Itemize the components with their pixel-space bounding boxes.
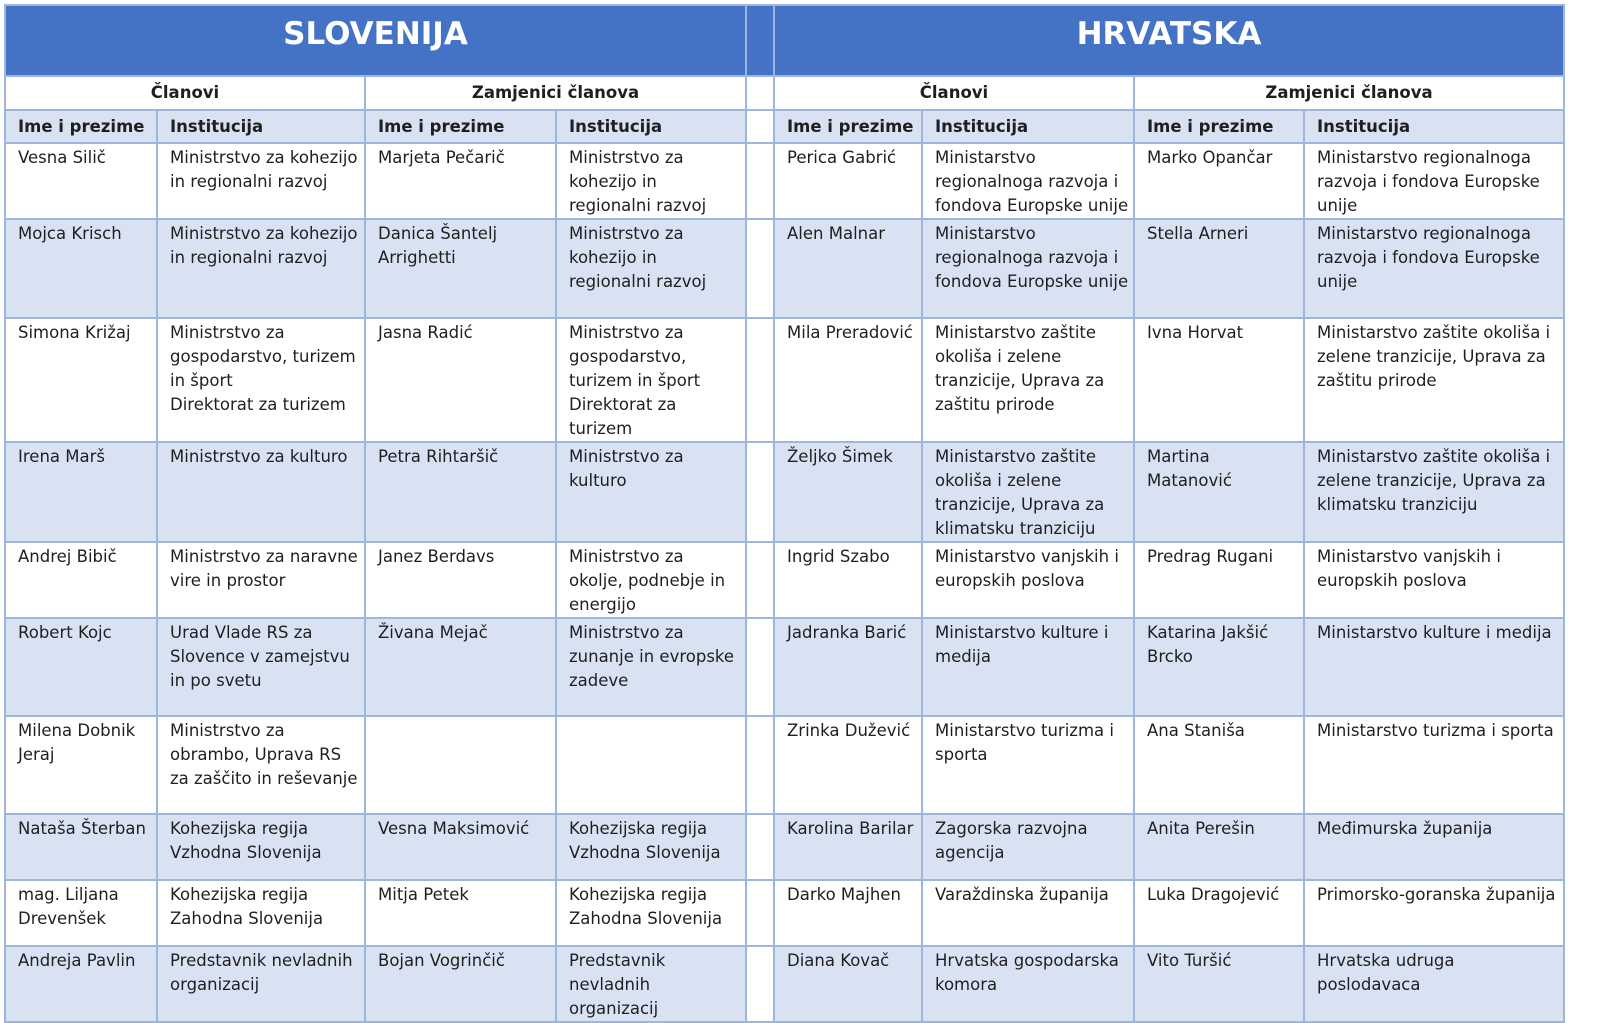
hr-deputy-name-cell <box>1134 542 1304 618</box>
table-row <box>5 814 1564 880</box>
si-deputy-institution: Ministrstvo za okolje, podnebje in energijo <box>569 547 726 614</box>
hr-deputy-name-cell <box>1134 219 1304 318</box>
hr-deputy-institution-cell <box>1304 880 1564 946</box>
si-member-institution-cell <box>157 542 365 618</box>
separator-column <box>746 143 774 219</box>
hr-member-name-cell <box>774 219 922 318</box>
hr-deputy-name: Katarina Jakšić Brcko <box>1147 623 1269 666</box>
si-member-name-cell <box>5 542 157 618</box>
table-row <box>5 716 1564 814</box>
hr-deputy-name: Ivna Horvat <box>1147 323 1244 342</box>
hr-member-institution-cell <box>922 318 1134 442</box>
si-deputy-institution-cell <box>556 618 746 716</box>
si-deputy-name: Petra Rihtaršič <box>378 447 499 466</box>
country-title-row <box>5 5 1564 76</box>
hr-deputy-institution: Primorsko-goranska županija <box>1317 885 1556 904</box>
si-member-institution: Urad Vlade RS za Slovence v zamejstvu in po svetu <box>170 623 350 690</box>
si-deputy-institution: Kohezijska regija Vzhodna Slovenija <box>569 819 721 862</box>
hr-member-institution-cell <box>922 618 1134 716</box>
hr-deputy-name: Anita Perešin <box>1147 819 1255 838</box>
separator-column <box>746 76 774 110</box>
si-deputy-institution: Kohezijska regija Zahodna Slovenija <box>569 885 723 928</box>
hr-member-institution-cell <box>922 442 1134 542</box>
hr-deputy-institution-cell <box>1304 716 1564 814</box>
si-member-institution-cell <box>157 318 365 442</box>
hr-deputy-institution-cell <box>1304 618 1564 716</box>
table-row <box>5 542 1564 618</box>
hr-deputy-institution: Ministarstvo zaštite okoliša i zelene tranzicije, Uprava za klimatsku tranziciju <box>1317 447 1551 514</box>
hr-member-institution: Ministarstvo regionalnoga razvoja i fondova Europske unije <box>935 224 1129 291</box>
si-member-institution-cell <box>157 143 365 219</box>
si-member-institution-cell <box>157 814 365 880</box>
si-deputy-name: Mitja Petek <box>378 885 469 904</box>
hr-deputy-name-cell <box>1134 880 1304 946</box>
hr-deputy-name: Luka Dragojević <box>1147 885 1280 904</box>
hr-member-institution: Ministarstvo kulture i medija <box>935 623 1109 666</box>
country-title-slovenija: SLOVENIJA <box>5 5 746 76</box>
column-header: Ime i prezime <box>365 110 556 143</box>
si-deputy-name-cell <box>365 946 556 1022</box>
hr-member-name-cell <box>774 442 922 542</box>
si-deputy-institution-cell <box>556 219 746 318</box>
si-member-institution-cell <box>157 880 365 946</box>
si-member-name: Irena Marš <box>18 447 105 466</box>
hr-member-name-cell <box>774 716 922 814</box>
hr-member-institution: Ministarstvo zaštite okoliša i zelene tranzicije, Uprava za klimatsku tranziciju <box>935 447 1105 538</box>
si-deputy-name: Živana Mejač <box>378 623 488 642</box>
si-deputy-name: Marjeta Pečarič <box>378 148 505 167</box>
si-deputy-name: Danica Šantelj Arrighetti <box>378 224 498 267</box>
hr-member-institution-cell <box>922 219 1134 318</box>
table-row <box>5 880 1564 946</box>
si-member-name: Mojca Krisch <box>18 224 122 243</box>
hr-member-institution-cell <box>922 814 1134 880</box>
hr-deputy-institution-cell <box>1304 442 1564 542</box>
group-header-clanovi-si: Članovi <box>5 76 365 110</box>
hr-member-name: Darko Majhen <box>787 885 901 904</box>
hr-member-institution: Zagorska razvojna agencija <box>935 819 1088 862</box>
hr-deputy-name-cell <box>1134 716 1304 814</box>
hr-member-name-cell <box>774 814 922 880</box>
si-member-institution-cell <box>157 946 365 1022</box>
si-deputy-name-cell <box>365 219 556 318</box>
hr-member-name-cell <box>774 880 922 946</box>
hr-member-institution-cell <box>922 946 1134 1022</box>
si-deputy-institution-cell <box>556 814 746 880</box>
hr-member-name: Ingrid Szabo <box>787 547 890 566</box>
si-deputy-institution: Ministrstvo za kohezijo in regionalni razvoj <box>569 224 707 291</box>
hr-member-institution: Ministarstvo zaštite okoliša i zelene tranzicije, Uprava za zaštitu prirode <box>935 323 1105 414</box>
hr-member-institution-cell <box>922 542 1134 618</box>
si-member-institution: Kohezijska regija Zahodna Slovenija <box>170 885 324 928</box>
si-member-name-cell <box>5 219 157 318</box>
si-deputy-name: Jasna Radić <box>378 323 473 342</box>
si-member-name-cell <box>5 946 157 1022</box>
hr-member-name: Mila Preradović <box>787 323 913 342</box>
si-deputy-name-cell <box>365 542 556 618</box>
hr-deputy-name-cell <box>1134 318 1304 442</box>
si-deputy-name-cell <box>365 442 556 542</box>
hr-deputy-name: Predrag Rugani <box>1147 547 1274 566</box>
si-member-name-cell <box>5 880 157 946</box>
si-member-name-cell <box>5 318 157 442</box>
si-deputy-institution: Ministrstvo za gospodarstvo, turizem in šport <box>569 323 701 390</box>
group-header-zamjenici-si: Zamjenici članova <box>365 76 746 110</box>
separator-column <box>746 110 774 143</box>
hr-member-institution-cell <box>922 143 1134 219</box>
hr-member-name-cell <box>774 542 922 618</box>
separator-column <box>746 219 774 318</box>
hr-member-name-cell <box>774 143 922 219</box>
hr-member-name: Alen Malnar <box>787 224 886 243</box>
si-deputy-institution: Predstavnik nevladnih organizacij <box>569 951 666 1018</box>
si-member-name: Milena Dobnik Jeraj <box>18 721 136 764</box>
table-row <box>5 143 1564 219</box>
hr-deputy-name-cell <box>1134 814 1304 880</box>
hr-member-institution: Ministarstvo vanjskih i europskih poslova <box>935 547 1119 590</box>
column-header: Institucija <box>157 110 365 143</box>
separator-column <box>746 5 774 76</box>
si-deputy-institution: Ministrstvo za zunanje in evropske zadeve <box>569 623 735 690</box>
hr-deputy-name-cell <box>1134 946 1304 1022</box>
si-deputy-institution-sub: Direktorat za turizem <box>569 395 677 438</box>
column-header: Institucija <box>922 110 1134 143</box>
si-member-name-cell <box>5 618 157 716</box>
hr-deputy-name-cell <box>1134 442 1304 542</box>
si-member-institution-cell <box>157 219 365 318</box>
si-member-institution-cell <box>157 618 365 716</box>
column-header-row <box>5 110 1564 143</box>
si-deputy-name: Bojan Vogrinčič <box>378 951 505 970</box>
si-member-name: mag. Liljana Drevenšek <box>18 885 119 928</box>
si-member-institution: Ministrstvo za kohezijo in regionalni razvoj <box>170 224 358 267</box>
si-member-institution: Predstavnik nevladnih organizacij <box>170 951 353 994</box>
si-member-institution-cell <box>157 442 365 542</box>
hr-member-institution: Hrvatska gospodarska komora <box>935 951 1119 994</box>
si-deputy-name-cell <box>365 143 556 219</box>
column-header: Ime i prezime <box>774 110 922 143</box>
si-deputy-name-cell <box>365 716 556 814</box>
hr-deputy-institution: Ministarstvo regionalnoga razvoja i fondova Europske unije <box>1317 148 1540 215</box>
column-header: Institucija <box>1304 110 1564 143</box>
si-member-name: Simona Križaj <box>18 323 131 342</box>
hr-member-name: Perica Gabrić <box>787 148 897 167</box>
si-member-name: Andreja Pavlin <box>18 951 136 970</box>
group-header-row <box>5 76 1564 110</box>
hr-deputy-institution-cell <box>1304 946 1564 1022</box>
group-header-clanovi-hr: Članovi <box>774 76 1134 110</box>
hr-member-name: Željko Šimek <box>787 447 893 466</box>
hr-deputy-institution-cell <box>1304 318 1564 442</box>
si-member-institution-sub: Direktorat za turizem <box>170 395 346 414</box>
si-member-institution: Ministrstvo za naravne vire in prostor <box>170 547 358 590</box>
hr-deputy-institution: Hrvatska udruga poslodavaca <box>1317 951 1455 994</box>
si-deputy-institution-cell <box>556 318 746 442</box>
hr-deputy-name-cell <box>1134 143 1304 219</box>
table-row <box>5 219 1564 318</box>
si-member-name: Andrej Bibič <box>18 547 117 566</box>
column-header: Institucija <box>556 110 746 143</box>
table-row <box>5 318 1564 442</box>
separator-column <box>746 442 774 542</box>
hr-deputy-name: Martina Matanović <box>1147 447 1232 490</box>
hr-deputy-institution: Međimurska županija <box>1317 819 1493 838</box>
column-header: Ime i prezime <box>5 110 157 143</box>
hr-deputy-name: Ana Staniša <box>1147 721 1245 740</box>
separator-column <box>746 618 774 716</box>
si-member-institution: Ministrstvo za kulturo <box>170 447 348 466</box>
hr-deputy-institution-cell <box>1304 143 1564 219</box>
separator-column <box>746 716 774 814</box>
hr-deputy-institution: Ministarstvo kulture i medija <box>1317 623 1552 642</box>
country-title-hrvatska: HRVATSKA <box>774 5 1564 76</box>
hr-member-name: Zrinka Dužević <box>787 721 911 740</box>
si-deputy-name-cell <box>365 814 556 880</box>
si-deputy-name: Janez Berdavs <box>378 547 495 566</box>
si-member-institution: Kohezijska regija Vzhodna Slovenija <box>170 819 322 862</box>
hr-member-name-cell <box>774 946 922 1022</box>
hr-deputy-institution-cell <box>1304 542 1564 618</box>
si-member-institution-cell <box>157 716 365 814</box>
si-member-institution: Ministrstvo za gospodarstvo, turizem in šport <box>170 323 356 390</box>
table-row <box>5 946 1564 1022</box>
si-deputy-institution-cell <box>556 716 746 814</box>
separator-column <box>746 946 774 1022</box>
separator-column <box>746 880 774 946</box>
si-deputy-institution: Ministrstvo za kulturo <box>569 447 684 490</box>
si-deputy-institution: Ministrstvo za kohezijo in regionalni razvoj <box>569 148 707 215</box>
si-deputy-institution-cell <box>556 946 746 1022</box>
hr-deputy-institution-cell <box>1304 219 1564 318</box>
si-deputy-name-cell <box>365 618 556 716</box>
si-deputy-name-cell <box>365 318 556 442</box>
hr-deputy-name: Marko Opančar <box>1147 148 1273 167</box>
hr-deputy-institution: Ministarstvo regionalnoga razvoja i fondova Europske unije <box>1317 224 1540 291</box>
hr-member-name-cell <box>774 618 922 716</box>
hr-deputy-institution-cell <box>1304 814 1564 880</box>
column-header: Ime i prezime <box>1134 110 1304 143</box>
si-member-name-cell <box>5 716 157 814</box>
si-deputy-institution-cell <box>556 442 746 542</box>
si-deputy-institution-cell <box>556 542 746 618</box>
hr-deputy-name: Stella Arneri <box>1147 224 1249 243</box>
hr-deputy-institution: Ministarstvo vanjskih i europskih poslova <box>1317 547 1501 590</box>
hr-member-institution: Ministarstvo regionalnoga razvoja i fondova Europske unije <box>935 148 1129 215</box>
si-deputy-name-cell <box>365 880 556 946</box>
si-deputy-name: Vesna Maksimović <box>378 819 530 838</box>
group-header-zamjenici-hr: Zamjenici članova <box>1134 76 1564 110</box>
hr-deputy-institution: Ministarstvo zaštite okoliša i zelene tranzicije, Uprava za zaštitu prirode <box>1317 323 1551 390</box>
si-member-institution: Ministrstvo za kohezijo in regionalni razvoj <box>170 148 358 191</box>
si-member-name-cell <box>5 442 157 542</box>
table-row <box>5 442 1564 542</box>
members-table <box>4 4 1565 1023</box>
hr-deputy-name-cell <box>1134 618 1304 716</box>
separator-column <box>746 318 774 442</box>
si-member-name-cell <box>5 814 157 880</box>
hr-member-name: Karolina Barilar <box>787 819 914 838</box>
si-member-institution: Ministrstvo za obrambo, Uprava RS za zaščito in reševanje <box>170 721 358 788</box>
hr-deputy-institution: Ministarstvo turizma i sporta <box>1317 721 1554 740</box>
hr-member-name: Diana Kovač <box>787 951 890 970</box>
separator-column <box>746 814 774 880</box>
si-deputy-institution-cell <box>556 143 746 219</box>
hr-member-institution: Ministarstvo turizma i sporta <box>935 721 1114 764</box>
si-member-name: Nataša Šterban <box>18 819 146 838</box>
hr-member-name: Jadranka Barić <box>787 623 907 642</box>
hr-member-institution-cell <box>922 716 1134 814</box>
si-member-name: Robert Kojc <box>18 623 112 642</box>
si-member-name-cell <box>5 143 157 219</box>
si-deputy-institution-cell <box>556 880 746 946</box>
hr-member-institution: Varaždinska županija <box>935 885 1109 904</box>
separator-column <box>746 542 774 618</box>
hr-member-name-cell <box>774 318 922 442</box>
si-member-name: Vesna Silič <box>18 148 106 167</box>
table-row <box>5 618 1564 716</box>
hr-deputy-name: Vito Turšić <box>1147 951 1232 970</box>
hr-member-institution-cell <box>922 880 1134 946</box>
